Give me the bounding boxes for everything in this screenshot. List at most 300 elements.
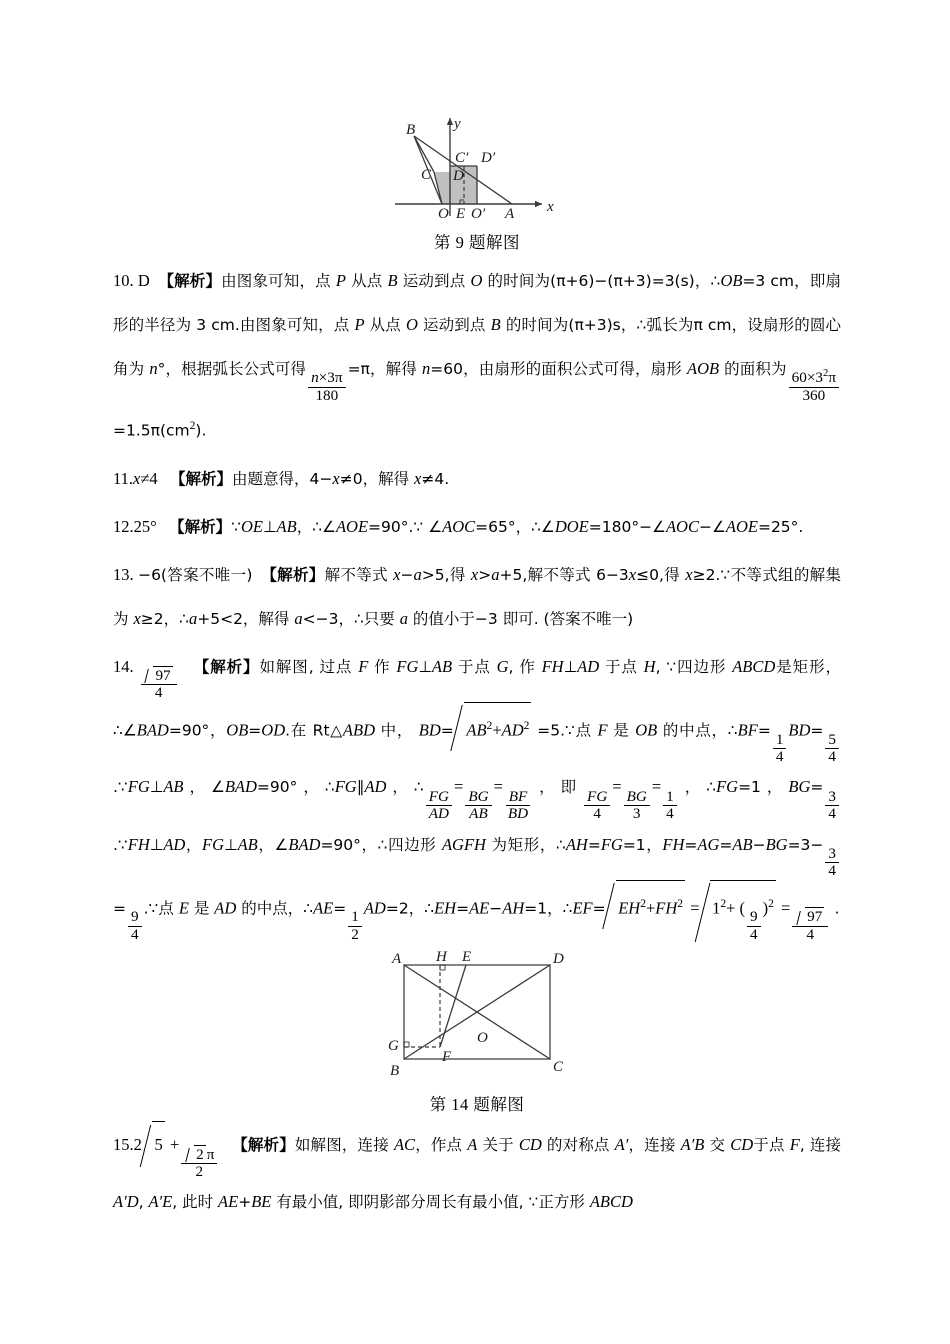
figure-14-label-O: O [477, 1030, 488, 1047]
q14-l6i1: EH [434, 898, 457, 918]
q11-number: 11. [113, 468, 134, 488]
answer-item-14 [113, 645, 841, 944]
q14-l1t4: 于点 [452, 657, 497, 676]
q14-f1n: 1 [773, 732, 787, 749]
q10-l2a: =3 cm，即扇形的半径为 3 cm.由图象可知，点 [113, 272, 842, 334]
q14-l4t5: ⊥ [149, 835, 164, 854]
q14-l5i8: AD [214, 898, 237, 918]
q14-l1i2: FG [396, 656, 419, 676]
q14-ef-plus2: + [726, 898, 736, 918]
q14-answer-fraction [141, 666, 177, 702]
q13-i5: x [628, 564, 637, 584]
figure-9-label-D: D [453, 168, 464, 184]
q12-ta: ∵ [231, 517, 241, 536]
q10-l3-n: n [149, 359, 158, 378]
q15-number: 15. [113, 1135, 134, 1155]
q13-t3: >5,得 [421, 565, 471, 584]
figure-14-label-E: E [462, 949, 472, 966]
answer-item-12 [113, 505, 841, 549]
q10-frac2-den: 360 [802, 386, 826, 404]
q15-l1i3: CD [518, 1135, 542, 1155]
figure-9-diagram [387, 104, 567, 219]
q14-l1i8: ABCD [732, 656, 776, 676]
q15-l2t4: , 此时 [172, 1193, 219, 1212]
q14-l2i6: F [597, 720, 608, 740]
q14-l1t5: , 作 [508, 657, 542, 676]
q14-ef-one: 1 [712, 898, 721, 918]
q10-l4a: 积公式可得，扇形 [556, 360, 687, 378]
q13-analysis-label: 【解析】 [261, 565, 325, 584]
q14-l3t8: ∥ [356, 778, 365, 797]
q15-analysis-label: 【解析】 [232, 1136, 295, 1155]
q14-l3t2: = [757, 721, 771, 740]
q12-i5: DOE [554, 516, 589, 536]
q14-l1t3: ⊥ [418, 657, 432, 676]
q14-l1t8: , ∵四边形 [655, 657, 733, 676]
answer-item-10 [113, 259, 841, 453]
q12-te: =65°，∴∠ [475, 517, 555, 536]
q10-l4d: ). [195, 421, 207, 440]
q12-i1: OE [241, 516, 263, 536]
q14-l6pfd: 4 [750, 925, 758, 943]
q14-l5t8: = [113, 899, 126, 918]
q12-i3: AOE [335, 516, 369, 536]
q14-frac-3-4 [825, 789, 839, 823]
q14-l4fr3n: 3 [825, 789, 839, 806]
q14-l4t9: =90°，∴四边形 [320, 835, 442, 854]
q14-l4eq: = [612, 777, 622, 797]
q14-l4fr3d: 4 [828, 805, 836, 823]
q14-l2t8: 是 [607, 721, 636, 740]
q13-number: 13. [113, 564, 134, 584]
q14-l4t10: 为矩 [485, 835, 524, 854]
q14-l4i4: AD [163, 834, 186, 854]
q14-l5t11: 的中点，∴ [236, 899, 314, 918]
q10-l1-B: B [387, 271, 398, 290]
q14-l2t1: 是矩形，∴∠ [113, 657, 841, 740]
q14-l4t6: ， [185, 835, 203, 854]
q14-l3i7: AD [364, 777, 387, 797]
q15-ans-plus: + [169, 1135, 180, 1155]
q12-tc: ，∴∠ [296, 517, 336, 536]
answer-item-13 [113, 553, 841, 641]
q14-f2n: 5 [825, 732, 839, 749]
q14-l4fr1d: 3 [632, 805, 641, 823]
q14-l5t3: =1， [622, 835, 663, 854]
q14-rad-AB: AB [466, 720, 487, 740]
q14-l5f2d: 4 [131, 925, 139, 943]
q14-ratio-fg-ad [426, 789, 452, 823]
q14-l5t5: = [719, 835, 733, 854]
q15-frac-pi: π [206, 1145, 215, 1163]
q14-fr2n: BG [465, 789, 491, 806]
q14-l5t2: = [587, 835, 601, 854]
q14-l5i10: AD [363, 898, 386, 918]
q14-l5t1: 形，∴ [523, 835, 566, 854]
q14-l5i9: AE [313, 898, 334, 918]
q14-l4t1: ，∴ [678, 778, 717, 797]
q15-l1t1: 如解图，连接 [294, 1136, 394, 1155]
q13-t7: ≥2.∵ [692, 565, 731, 584]
q10-frac2-pi: π [828, 369, 836, 387]
q14-l6i2: AE [469, 898, 490, 918]
q14-l5i5: AB [732, 834, 753, 854]
q11-answer-rest: ≠4 [140, 468, 158, 488]
q10-l1d: 的时间为(π+6)−(π+3)=3(s)，∴ [482, 272, 721, 290]
q12-tf: =180°−∠ [588, 517, 666, 536]
q15-l2i6: ABCD [589, 1192, 633, 1212]
q14-l5i3: FH [662, 834, 685, 854]
figure-14-label-F: F [442, 1049, 452, 1066]
q14-l6t3: − [489, 899, 503, 918]
q14-l5i6: BG [765, 834, 788, 854]
q12-answer: 25° [133, 516, 157, 536]
q14-ef-plus: + [645, 898, 656, 918]
figure-14-label-B: B [390, 1063, 400, 1080]
q14-l5f3n: 1 [348, 909, 362, 926]
page-content [113, 100, 841, 1228]
q15-l2i2: A′D [113, 1192, 139, 1212]
q14-answer-radicand: 97 [155, 666, 171, 684]
q15-ans-radicand: 5 [152, 1121, 164, 1167]
q14-l2t5: 中， [375, 721, 419, 740]
q10-l2-P: P [354, 315, 365, 334]
q15-frac-sqrt2 [185, 1145, 205, 1163]
figure-9-label-Oprime: O′ [471, 206, 486, 219]
q13-l3: 一) [611, 609, 634, 628]
q14-l6end: . [834, 899, 840, 918]
q10-l2c: 运动到点 [417, 316, 491, 334]
q15-l2t5: + [238, 1193, 252, 1212]
q10-l4-sup: 2 [189, 420, 196, 433]
q14-l2t2: =90°， [168, 721, 227, 740]
q14-fr4d: 4 [593, 805, 601, 823]
q14-l1t1: 如解图, 过点 [259, 657, 359, 676]
q14-l5t10: 是 [188, 899, 215, 918]
q14-l5t7: =3− [787, 835, 824, 854]
q14-l3i4: AB [163, 777, 184, 797]
q14-fr2d: AB [469, 805, 488, 823]
q14-l1i7: H [643, 656, 656, 676]
q10-number: 10. [113, 271, 134, 290]
q14-l3i6: FG [334, 777, 357, 797]
q14-answer-sqrt [145, 666, 173, 684]
q14-ef-EH-sup: 2 [640, 897, 646, 910]
q14-l2i5: BD [418, 720, 441, 740]
q10-l4b: 的面积为 [719, 360, 787, 378]
figure-14-label-H: H [436, 949, 447, 966]
q14-l4i3: FH [127, 834, 150, 854]
q14-l6i3: AH [502, 898, 525, 918]
q14-l5f1n: 3 [825, 846, 839, 863]
q14-number: 14. [113, 656, 134, 676]
figure-9-axis-x: x [547, 199, 554, 215]
q14-l2t6: = [440, 721, 454, 740]
q14-l4i1: FG [716, 777, 739, 797]
q10-l3-n2: n [421, 359, 431, 378]
q14-f2d: 4 [828, 747, 837, 765]
q13-i2: a [413, 564, 422, 584]
q14-result-fraction [792, 907, 828, 943]
q14-result-radicand: 97 [807, 908, 823, 926]
q15-answer-fraction [181, 1145, 217, 1181]
q14-rad-AD: AD [501, 720, 524, 740]
q13-l2t3: +5<2，解得 [197, 609, 295, 628]
q15-l1t4: 的对称点 [541, 1136, 615, 1155]
q14-ef-one-sup: 2 [720, 897, 727, 910]
q13-i6: x [685, 564, 693, 584]
q15-ans-sqrt5 [143, 1121, 165, 1167]
q14-result-den: 4 [806, 925, 815, 943]
q14-ef-EH: EH [618, 898, 641, 918]
q13-l2t5: 的值小于−3 即可. (答案不唯 [407, 609, 612, 628]
q10-l3a: 长为π cm，设扇形的圆心角为 [113, 316, 841, 378]
q15-l1i4: A′ [614, 1135, 629, 1155]
q12-l2a: ∠ [711, 517, 726, 536]
q11-tb: ≠0，解得 [339, 469, 415, 488]
q14-ef-sqrt1 [607, 880, 685, 931]
q11-tc: ≠4. [421, 469, 450, 488]
q14-l4t7: ⊥ [224, 835, 238, 854]
q11-answer-x: x [133, 468, 141, 488]
q14-l6t5: = [592, 899, 606, 918]
q14-l5f2n: 9 [128, 909, 142, 926]
q10-l1-O: O [470, 271, 483, 290]
q10-l3d: =60，由扇形的面 [430, 360, 557, 378]
q13-t5: +5,解不等式 6−3 [499, 565, 629, 584]
q14-frac-1-2 [348, 909, 362, 943]
q10-l1c: 运动到点 [397, 272, 471, 290]
q14-l3t4: .∵ [113, 778, 128, 797]
q14-frac-5-4 [825, 732, 839, 766]
q14-l1i4: G [496, 656, 509, 676]
q14-rad-AD-sup: 2 [523, 719, 530, 732]
q10-frac2-num: 60×3 [791, 369, 823, 387]
q14-l4t4: .∵ [113, 835, 128, 854]
q14-frac-9-4 [128, 909, 142, 943]
q14-l2i7: OB [635, 720, 658, 740]
figure-14-diagram [382, 949, 572, 1081]
q15-l1t3: 关于 [477, 1136, 519, 1155]
figure-9-label-Cprime: C′ [455, 150, 469, 166]
q14-l1i3: AB [431, 656, 453, 676]
q14-l3i3: FG [127, 777, 150, 797]
q14-l3t6: ，∠ [183, 778, 225, 797]
figure-9-label-Dprime: D′ [481, 150, 496, 166]
q14-l5t4: = [684, 835, 698, 854]
figure-9-label-O: O [438, 206, 449, 219]
q14-f1d: 4 [775, 747, 784, 765]
figure-9-label-B: B [406, 122, 416, 138]
q11-analysis-label: 【解析】 [170, 469, 233, 488]
q12-td: =90°.∵ ∠ [368, 517, 443, 536]
q15-l1t6: 交 [704, 1136, 731, 1155]
q14-l3t9: ，∴ [386, 778, 424, 797]
q14-l2t9: 的 [657, 721, 680, 740]
q10-l4c: =1.5π(cm [113, 421, 190, 440]
q14-ratio-bf-bd [505, 789, 531, 823]
figure-14-label-A: A [392, 951, 402, 968]
q10-l1-OB: OB [720, 271, 743, 290]
answer-item-11 [113, 457, 841, 501]
q13-l2t1: 不等式组的解集为 [113, 565, 841, 628]
q14-answer-den: 4 [154, 684, 163, 702]
q10-l1a: 由图象可知，点 [221, 272, 336, 290]
q13-t2: − [400, 565, 414, 584]
q12-l2b: =25°. [757, 517, 804, 536]
q14-l3t1: 中点，∴ [679, 721, 738, 740]
q14-l3i5: BAD [224, 777, 257, 797]
q11-tx: x [332, 468, 340, 488]
q10-frac2-sup: 2 [823, 368, 829, 380]
q12-tg: − [698, 517, 712, 536]
q13-i1: x [393, 564, 401, 584]
q12-analysis-label: 【解析】 [169, 517, 232, 536]
q12-i4: AOC [442, 516, 476, 536]
figure-9-label-E: E [456, 206, 466, 219]
q14-l4t2: =1， [738, 778, 789, 797]
q15-frac-radicand: 2 [196, 1145, 204, 1163]
q10-l2b: 从点 [364, 316, 407, 334]
q10-l3c: =π，解得 [347, 360, 422, 378]
q10-answer: D [137, 271, 150, 290]
q15-l1i5: A′B [680, 1135, 705, 1155]
q14-l5t6: − [752, 835, 766, 854]
q15-l2t2: , 连接 [799, 1136, 842, 1155]
q14-l1t7: 于点 [599, 657, 644, 676]
q14-l4fr2n: 1 [663, 789, 677, 806]
q14-rad-plus: + [492, 720, 502, 740]
q10-l1b: 从点 [345, 272, 388, 290]
figure-9-container [113, 104, 841, 259]
q15-l1i2: A [467, 1135, 478, 1155]
q15-l2i5: BE [251, 1192, 272, 1212]
q14-l6t4: =1，∴ [524, 899, 573, 918]
q14-l2t4: .在 Rt△ [285, 721, 343, 740]
q12-i6: AOC [665, 516, 699, 536]
q14-l1i1: F [358, 656, 369, 676]
q15-l2t3: , [138, 1193, 149, 1212]
q14-l4t3: = [810, 778, 824, 797]
q14-ef-FH-sup: 2 [677, 897, 684, 910]
q14-l6t1: 2，∴ [398, 899, 435, 918]
q10-arc-length-fraction [308, 370, 345, 404]
q15-l1i1: AC [393, 1135, 416, 1155]
q15-l1i6: CD [730, 1135, 754, 1155]
q14-fr4n: FG [584, 789, 610, 806]
q13-t4: > [478, 565, 492, 584]
q14-eq2: = [493, 777, 503, 797]
q14-frac-1-4-b [663, 789, 677, 823]
q10-l2d: 的时间为(π+3)s，∴弧 [500, 316, 663, 334]
q14-l5i7: E [178, 898, 189, 918]
q12-i2: AB [276, 516, 297, 536]
q14-bd-sqrt [455, 702, 532, 753]
q14-l3t7: =90°，∴ [256, 778, 335, 797]
q15-l1t5: ，连接 [628, 1136, 681, 1155]
q14-fr3d: BD [507, 805, 529, 823]
q14-frac-9-4-b [747, 909, 761, 943]
q14-l2i3: OD [261, 720, 286, 740]
q13-t1: 解不等式 [324, 565, 394, 584]
q10-sector-area-fraction [789, 368, 839, 404]
q14-ef-sqrt2: $1^2+$ ( $\frac{9}{4}$ )$^2$ [701, 880, 776, 944]
q13-l2i4: a [399, 608, 408, 628]
q10-l1-P: P [335, 271, 346, 290]
q13-l2i3: a [294, 608, 303, 628]
q14-l2i4: ABD [342, 720, 375, 740]
q14-l1i6: AD [577, 656, 600, 676]
q13-i4: a [491, 564, 500, 584]
q14-l4i2: BG [788, 777, 811, 797]
q14-ef-pf-sup: 2 [768, 897, 774, 910]
q13-l2t2: ≥2，∴ [140, 609, 189, 628]
q14-analysis-label: 【解析】 [193, 657, 260, 676]
q15-l2i4: AE [218, 1192, 239, 1212]
q15-l2t1: 于点 [753, 1136, 790, 1155]
q14-l6i4: EF [572, 898, 593, 918]
q12-number: 12. [113, 516, 134, 536]
figure-14-container [113, 949, 841, 1121]
q10-l4-AOB: AOB [687, 359, 720, 378]
q14-l5t9: .∵点 [143, 899, 179, 918]
q14-l5i2: FG [600, 834, 623, 854]
q10-l2-O: O [406, 315, 418, 334]
q14-l4fr2d: 4 [666, 805, 674, 823]
q14-fr1n: FG [426, 789, 452, 806]
q14-l4i7: BAD [288, 834, 321, 854]
q14-l2t7: =5.∵点 [537, 721, 598, 740]
q14-l6t2: = [456, 899, 470, 918]
figure-9-caption: 第 9 题解图 [434, 233, 520, 252]
q15-frac-den: 2 [195, 1162, 204, 1180]
q14-l4fr1n: BG [624, 789, 650, 806]
q10-frac1-den: 180 [315, 386, 339, 404]
q14-result-sqrt [796, 907, 824, 925]
figure-14-caption: 第 14 题解图 [429, 1095, 525, 1115]
q14-ratio-bg-ab [465, 789, 491, 823]
q14-l3i1: BF [737, 720, 758, 740]
answer-item-15 [113, 1121, 841, 1224]
q11-tx2: x [414, 468, 422, 488]
q13-l2t4: <−3，∴只要 [302, 609, 400, 628]
q14-l1t2: 作 [368, 657, 397, 676]
q15-l2t6: 有最小值, 即阴影部分周长有最小值, ∵正方形 [271, 1193, 590, 1212]
figure-14-label-G: G [388, 1038, 399, 1055]
q13-answer: −6(答案不唯一) [138, 565, 253, 584]
q14-l1i5: FH [541, 656, 564, 676]
q15-l2i3: A′E [148, 1192, 173, 1212]
q13-t6: ≤0,得 [636, 565, 686, 584]
figure-14-label-C: C [553, 1059, 564, 1076]
q14-l2i2: OB [226, 720, 249, 740]
q12-l2i: AOE [725, 516, 758, 536]
q14-fr3n: BF [506, 789, 531, 806]
q14-l6eq1: = [690, 898, 700, 918]
q14-l5t13: = [385, 899, 399, 918]
q14-eq1: = [454, 777, 464, 797]
q14-ef-FH: FH [655, 898, 678, 918]
q10-frac1-rest: ×3π [318, 369, 343, 387]
figure-9-axis-y: y [454, 116, 461, 132]
q14-l1t6: ⊥ [563, 657, 578, 676]
q14-l2i1: BAD [136, 720, 169, 740]
q10-l2-B: B [490, 315, 501, 334]
q14-l5i4: AG [697, 834, 720, 854]
figure-9-label-A: A [505, 206, 515, 219]
q14-l3t3: = [810, 721, 824, 740]
q14-l5f1d: 4 [828, 862, 836, 880]
